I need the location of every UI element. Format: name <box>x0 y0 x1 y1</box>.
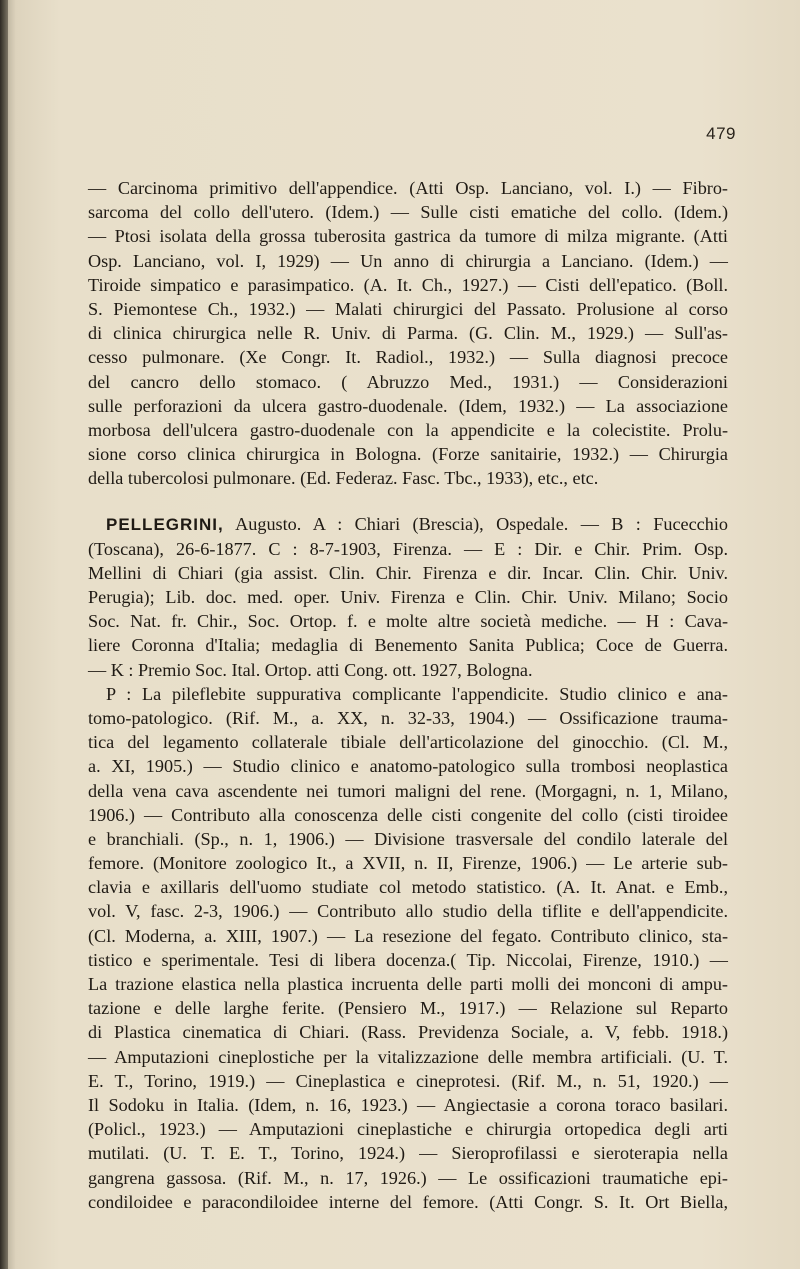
text-line: sione corso clinica chirurgica in Bologna. (Forze sanitairie, 1932.) — Chirurgia <box>88 444 728 465</box>
entry-header-line <box>88 512 728 536</box>
text-line: sarcoma del collo dell'utero. (Idem.) — Sulle cisti ematiche del collo. (Idem.) <box>88 202 728 223</box>
text-line: mutilati. (U. T. E. T., Torino, 1924.) — Sieroprofilassi e sieroterapia nella <box>88 1143 728 1164</box>
text-line: morbosa dell'ulcera gastro-duodenale con la appendicite e la colecistite. Prolu- <box>88 419 728 440</box>
text-line: e branchiali. (Sp., n. 1, 1906.) — Divisione trasversale del condilo laterale del <box>88 828 728 849</box>
text-line: Perugia); Lib. doc. med. oper. Univ. Firenza e Clin. Chir. Univ. Milano; Socio <box>88 587 728 607</box>
text-line: vol. V, fasc. 2-3, 1906.) — Contributo allo studio della tiflite e dell'appendicite. <box>88 901 728 922</box>
text-line: tazione e delle larghe ferite. (Pensiero M., 1917.) — Relazione sul Reparto <box>88 998 728 1019</box>
text-line: Osp. Lanciano, vol. I, 1929) — Un anno di chirurgia a Lanciano. (Idem.) — <box>88 250 728 271</box>
text-line: a. XI, 1905.) — Studio clinico e anatomo-patologico sulla trombosi neoplastica <box>88 756 728 777</box>
text-line: — Ptosi isolata della grossa tuberosita gastrica da tumore di milza migrante. (Atti <box>88 226 728 247</box>
text-line: di Plastica cinematica di Chiari. (Rass. Previdenza Sociale, a. V, febb. 1918.) <box>88 1022 728 1043</box>
text-line: La trazione elastica nella plastica incruenta delle parti molli dei monconi di ampu- <box>88 974 728 994</box>
page-number: 479 <box>706 124 736 143</box>
previous-entry <box>88 176 728 490</box>
text-line: Tiroide simpatico e parasimpatico. (A. It. Ch., 1927.) — Cisti dell'epatico. (Boll. <box>88 274 728 295</box>
text-line: S. Piemontese Ch., 1932.) — Malati chirurgici del Passato. Prolusione al corso <box>88 298 728 319</box>
text-line: gangrena gassosa. (Rif. M., n. 17, 1926.) — Le ossificazioni traumatiche epi- <box>88 1167 728 1188</box>
text-line: Mellini di Chiari (gia assist. Clin. Chir. Firenza e dir. Incar. Clin. Chir. Univ. <box>88 562 728 583</box>
text-line: femore. (Monitore zoologico It., a XVII, n. II, Firenze, 1906.) — Le arterie sub- <box>88 853 728 874</box>
text-line: — K : Premio Soc. Ital. Ortop. atti Cong. ott. 1927, Bologna. <box>88 659 533 680</box>
text-line: Il Sodoku in Italia. (Idem, n. 16, 1923.) — Angiectasie a corona toraco basilari. <box>88 1094 728 1115</box>
text-line: (Policl., 1923.) — Amputazioni cineplastiche e chirurgia ortopedica degli arti <box>88 1119 728 1140</box>
entry-separator <box>88 490 728 512</box>
text-line: di clinica chirurgica nelle R. Univ. di Parma. (G. Clin. M., 1929.) — Sull'as- <box>88 323 728 344</box>
text-line: tica del legamento collaterale tibiale dell'articolazione del ginocchio. (Cl. M., <box>88 732 728 753</box>
page-text <box>88 176 728 1214</box>
publications-first-line: P : La pileflebite suppurativa complicante l'appendicite. Studio clinico e ana- <box>106 683 728 704</box>
text-line: (Cl. Moderna, a. XIII, 1907.) — La resezione del fegato. Contributo clinico, sta- <box>88 925 728 946</box>
text-line: 1906.) — Contributo alla conoscenza delle cisti congenite del collo (cisti tiroidee <box>88 804 728 825</box>
text-line: (Toscana), 26-6-1877. C : 8-7-1903, Firenza. — E : Dir. e Chir. Prim. Osp. <box>88 538 728 559</box>
text-line: condiloidee e paracondiloidee interne del femore. (Atti Congr. S. It. Ort Biella, <box>88 1191 728 1212</box>
book-spine-shadow <box>0 0 8 1269</box>
text-line: della tubercolosi pulmonare. (Ed. Federaz. Fasc. Tbc., 1933), etc., etc. <box>88 468 599 489</box>
text-line: sulle perforazioni da ulcera gastro-duodenale. (Idem, 1932.) — La associazione <box>88 395 728 416</box>
text-line: tomo-patologico. (Rif. M., a. XX, n. 32-33, 1904.) — Ossificazione trauma- <box>88 707 728 728</box>
entry-name: PELLEGRINI, <box>106 515 224 535</box>
text-line: della vena cava ascendente nei tumori maligni del rene. (Morgagni, n. 1, Milano, <box>88 780 728 801</box>
text-line: E. T., Torino, 1919.) — Cineplastica e cineprotesi. (Rif. M., n. 51, 1920.) — <box>88 1070 728 1091</box>
text-line: liere Coronna d'Italia; medaglia di Benemento Sanita Publica; Coce de Guerra. <box>88 635 728 656</box>
text-line: cesso pulmonare. (Xe Congr. It. Radiol., 1932.) — Sulla diagnosi precoce <box>88 347 728 368</box>
text-line: del cancro dello stomaco. ( Abruzzo Med., 1931.) — Considerazioni <box>88 371 728 392</box>
text-line: clavia e axillaris dell'uomo studiate col metodo statistico. (A. It. Anat. e Emb., <box>88 877 728 898</box>
text-line: tistico e sperimentale. Tesi di libera docenza.( Tip. Niccolai, Firenze, 1910.) — <box>88 949 728 970</box>
text-line: — Carcinoma primitivo dell'appendice. (Atti Osp. Lanciano, vol. I.) — Fibro- <box>88 178 728 198</box>
biography-entry <box>88 512 728 1213</box>
text-line: Soc. Nat. fr. Chir., Soc. Ortop. f. e molte altre società mediche. — H : Cava- <box>88 611 728 632</box>
entry-header-text: Augusto. A : Chiari (Brescia), Ospedale. — B : Fucecchio <box>235 514 728 535</box>
text-line: — Amputazioni cineplostiche per la vitalizzazione delle membra artificiali. (U. T. <box>88 1046 728 1067</box>
